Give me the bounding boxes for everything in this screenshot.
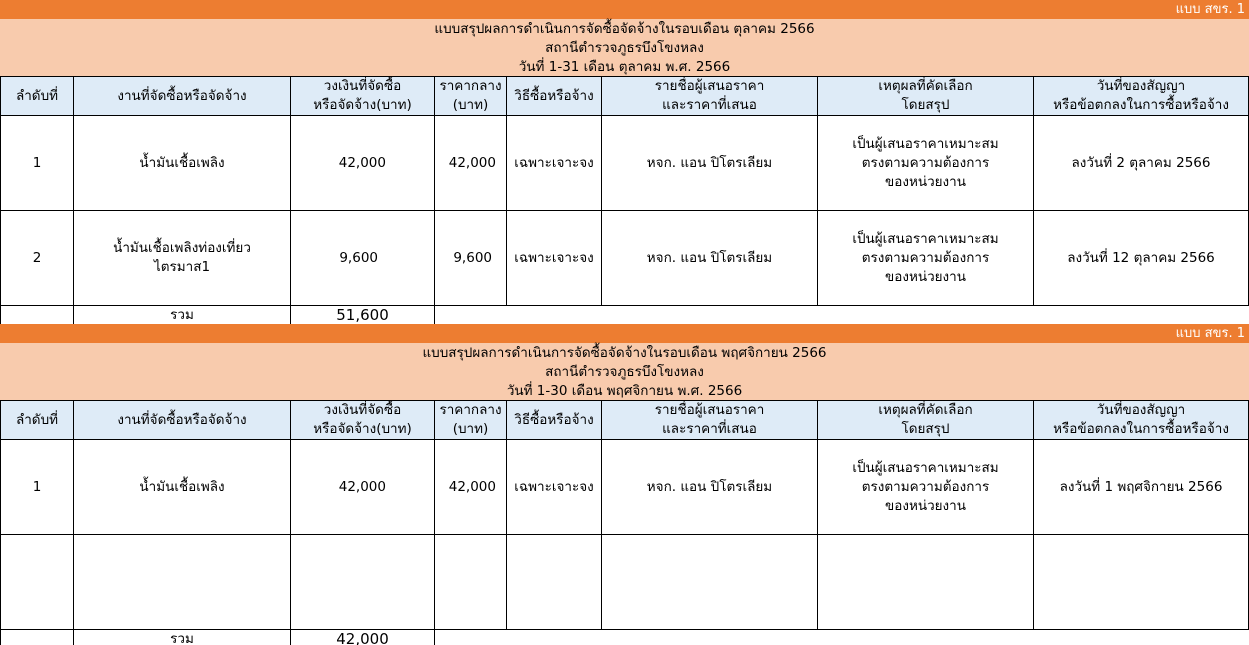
table-header-row	[1, 401, 1249, 440]
cell-reason[interactable]: เป็นผู้เสนอราคาเหมาะสม ตรงตามความต้องการ ของหน่วยงาน	[818, 211, 1034, 306]
table-row	[1, 116, 1249, 211]
table-header-row	[1, 77, 1249, 116]
cell-budget[interactable]: 9,600	[291, 211, 435, 306]
total-label[interactable]: รวม	[74, 630, 291, 645]
cell-empty[interactable]	[1034, 535, 1249, 630]
cell-bidder[interactable]: หจก. แอน ปิโตรเลียม	[602, 440, 818, 535]
header-median-price[interactable]: ราคากลาง (บาท)	[435, 77, 507, 116]
cell-work[interactable]: น้ำมันเชื้อเพลิงท่องเที่ยว ไตรมาส1	[74, 211, 291, 306]
cell-work[interactable]: น้ำมันเชื้อเพลิง	[74, 440, 291, 535]
cell-budget[interactable]: 42,000	[291, 116, 435, 211]
cell-median-price[interactable]: 42,000	[435, 440, 507, 535]
cell-empty[interactable]	[602, 535, 818, 630]
total-value[interactable]: 42,000	[291, 630, 435, 645]
cell-method[interactable]: เฉพาะเจาะจง	[507, 116, 602, 211]
cell-no[interactable]: 1	[1, 440, 74, 535]
cell-empty[interactable]	[1, 306, 74, 326]
header-median-price[interactable]: ราคากลาง (บาท)	[435, 401, 507, 440]
header-no[interactable]: ลำดับที่	[1, 401, 74, 440]
header-no[interactable]: ลำดับที่	[1, 77, 74, 116]
station-name: สถานีตำรวจภูธรบึงโขงหลง	[545, 40, 704, 56]
form-code-bar	[0, 324, 1249, 343]
cell-empty[interactable]	[1, 535, 74, 630]
header-work[interactable]: งานที่จัดซื้อหรือจัดจ้าง	[74, 77, 291, 116]
table-row	[1, 440, 1249, 535]
cell-no[interactable]: 2	[1, 211, 74, 306]
report-date-range: วันที่ 1-31 เดือน ตุลาคม พ.ศ. 2566	[518, 59, 731, 75]
form-code-bar	[0, 0, 1249, 19]
total-label[interactable]: รวม	[74, 306, 291, 326]
header-bidders[interactable]: รายชื่อผู้เสนอราคา และราคาที่เสนอ	[602, 77, 818, 116]
header-budget[interactable]: วงเงินที่จัดซื้อ หรือจัดจ้าง(บาท)	[291, 77, 435, 116]
cell-empty[interactable]	[74, 535, 291, 630]
cell-median-price[interactable]: 9,600	[435, 211, 507, 306]
header-method[interactable]: วิธีซื้อหรือจ้าง	[507, 401, 602, 440]
cell-median-price[interactable]: 42,000	[435, 116, 507, 211]
cell-bidder[interactable]: หจก. แอน ปิโตรเลียม	[602, 211, 818, 306]
cell-method[interactable]: เฉพาะเจาะจง	[507, 211, 602, 306]
cell-no[interactable]: 1	[1, 116, 74, 211]
cell-empty[interactable]	[1, 630, 74, 645]
cell-empty	[435, 630, 1249, 645]
header-reason[interactable]: เหตุผลที่คัดเลือก โดยสรุป	[818, 401, 1034, 440]
cell-reason[interactable]: เป็นผู้เสนอราคาเหมาะสม ตรงตามความต้องการ ของหน่วยงาน	[818, 116, 1034, 211]
header-bidders[interactable]: รายชื่อผู้เสนอราคา และราคาที่เสนอ	[602, 401, 818, 440]
cell-method[interactable]: เฉพาะเจาะจง	[507, 440, 602, 535]
table-row	[1, 211, 1249, 306]
cell-bidder[interactable]: หจก. แอน ปิโตรเลียม	[602, 116, 818, 211]
cell-contract-date[interactable]: ลงวันที่ 12 ตุลาคม 2566	[1034, 211, 1249, 306]
cell-reason[interactable]: เป็นผู้เสนอราคาเหมาะสม ตรงตามความต้องการ ของหน่วยงาน	[818, 440, 1034, 535]
cell-empty[interactable]	[291, 535, 435, 630]
report-title: แบบสรุปผลการดำเนินการจัดซื้อจัดจ้างในรอบเดือน พฤศจิกายน 2566	[422, 345, 827, 361]
report-title: แบบสรุปผลการดำเนินการจัดซื้อจัดจ้างในรอบเดือน ตุลาคม 2566	[434, 21, 815, 37]
total-value[interactable]: 51,600	[291, 306, 435, 326]
cell-empty[interactable]	[507, 535, 602, 630]
report-date-range: วันที่ 1-30 เดือน พฤศจิกายน พ.ศ. 2566	[506, 383, 743, 399]
cell-contract-date[interactable]: ลงวันที่ 1 พฤศจิกายน 2566	[1034, 440, 1249, 535]
procurement-table	[0, 400, 1249, 645]
procurement-table	[0, 76, 1249, 326]
cell-empty[interactable]	[818, 535, 1034, 630]
cell-work[interactable]: น้ำมันเชื้อเพลิง	[74, 116, 291, 211]
total-row	[1, 306, 1249, 326]
header-work[interactable]: งานที่จัดซื้อหรือจัดจ้าง	[74, 401, 291, 440]
header-method[interactable]: วิธีซื้อหรือจ้าง	[507, 77, 602, 116]
table-row-empty	[1, 535, 1249, 630]
header-reason[interactable]: เหตุผลที่คัดเลือก โดยสรุป	[818, 77, 1034, 116]
header-contract-date[interactable]: วันที่ของสัญญา หรือข้อตกลงในการซื้อหรือจ้าง	[1034, 401, 1249, 440]
cell-empty[interactable]	[435, 535, 507, 630]
cell-contract-date[interactable]: ลงวันที่ 2 ตุลาคม 2566	[1034, 116, 1249, 211]
header-budget[interactable]: วงเงินที่จัดซื้อ หรือจัดจ้าง(บาท)	[291, 401, 435, 440]
cell-budget[interactable]: 42,000	[291, 440, 435, 535]
total-row	[1, 630, 1249, 645]
cell-empty	[435, 306, 1249, 326]
header-contract-date[interactable]: วันที่ของสัญญา หรือข้อตกลงในการซื้อหรือจ้าง	[1034, 77, 1249, 116]
form-code-label: แบบ สขร. 1	[1175, 326, 1245, 341]
form-code-label: แบบ สขร. 1	[1175, 2, 1245, 17]
station-name: สถานีตำรวจภูธรบึงโขงหลง	[545, 364, 704, 380]
report-title-block	[0, 343, 1249, 400]
report-title-block	[0, 19, 1249, 76]
